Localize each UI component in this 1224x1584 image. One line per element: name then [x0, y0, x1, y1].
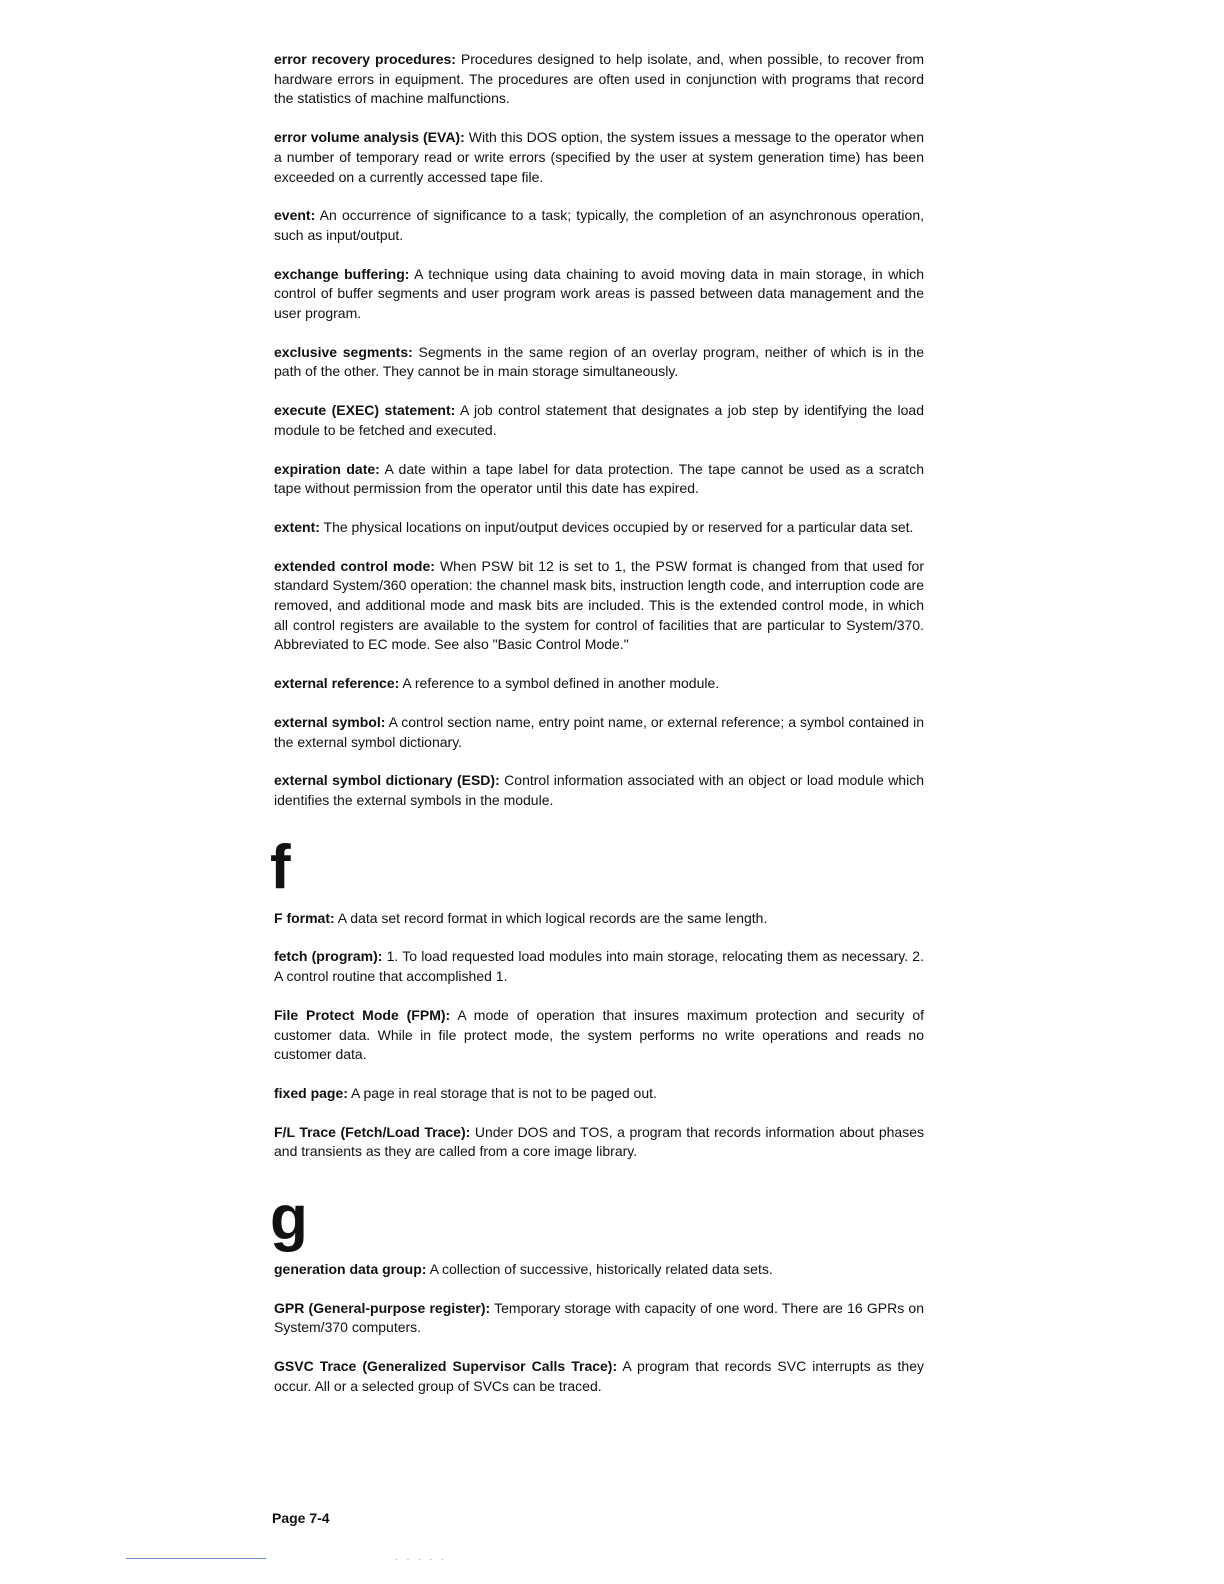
glossary-definition: Segments in the same region of an overlay program, neither of which is in the path of the other. They cannot be in main storage simultaneously. — [274, 343, 924, 380]
glossary-entry — [274, 713, 924, 752]
glossary-term: F/L Trace (Fetch/Load Trace): — [274, 1123, 471, 1140]
section-heading-g: g — [270, 1184, 308, 1254]
glossary-term: fixed page: — [274, 1084, 348, 1101]
glossary-entry — [274, 1357, 924, 1396]
glossary-entry — [274, 1006, 924, 1065]
glossary-definition: A collection of successive, historically related data sets. — [426, 1261, 773, 1278]
glossary-entry — [274, 909, 924, 929]
glossary-entry — [274, 401, 924, 440]
glossary-term: generation data group: — [274, 1261, 427, 1278]
glossary-page — [270, 50, 925, 1416]
glossary-entry — [274, 206, 924, 245]
glossary-definition: A technique using data chaining to avoid moving data in main storage, in which control of buffer segments and user program work areas is passed between data management and the user program. — [274, 265, 925, 322]
glossary-term: external symbol: — [274, 713, 386, 730]
section-heading-f: f — [270, 832, 291, 902]
glossary-definition: A mode of operation that insures maximum protection and security of customer data. While in file protect mode, the system performs no write operations and reads no customer data. — [274, 1006, 924, 1063]
glossary-entry — [274, 1260, 924, 1280]
glossary-term: execute (EXEC) statement: — [274, 402, 456, 419]
glossary-definition: Procedures designed to help isolate, and, when possible, to recover from hardware errors in equipment. The procedures are often used in conjunction with programs that record the statistics of machine malfunctions. — [274, 51, 924, 107]
glossary-entry — [274, 460, 924, 499]
glossary-definition: A date within a tape label for data protection. The tape cannot be used as a scratch tape without permission from the operator until this date has expired. — [274, 460, 924, 497]
glossary-term: external symbol dictionary (ESD): — [274, 772, 500, 789]
glossary-definition: Control information associated with an object or load module which identifies the external symbols in the module. — [274, 772, 924, 808]
page-number: Page 7-4 — [272, 1510, 330, 1526]
glossary-definition: An occurrence of significance to a task; typically, the completion of an asynchronous operation, such as input/output. — [274, 207, 924, 243]
glossary-term: File Protect Mode (FPM): — [274, 1006, 451, 1023]
glossary-term: GSVC Trace (Generalized Supervisor Calls Trace): — [274, 1358, 618, 1375]
scan-edge-marks: · · · · · — [395, 1554, 447, 1564]
glossary-entry — [274, 557, 924, 656]
glossary-entry — [274, 674, 924, 694]
glossary-definition: A job control statement that designates a job step by identifying the load module to be fetched and executed. — [274, 402, 925, 438]
glossary-entry — [274, 1084, 924, 1104]
glossary-definition: A data set record format in which logical records are the same length. — [334, 909, 768, 926]
glossary-term: F format: — [274, 909, 335, 926]
glossary-entry — [274, 128, 924, 187]
glossary-entry — [274, 265, 924, 324]
glossary-definition: A reference to a symbol defined in another module. — [399, 675, 720, 692]
glossary-definition: A control section name, entry point name, or external reference; a symbol contained in the external symbol dictionary. — [274, 713, 925, 750]
glossary-definition: Under DOS and TOS, a program that records information about phases and transients as they are called from a core image library. — [274, 1123, 924, 1160]
scan-edge-line — [126, 1558, 266, 1559]
glossary-term: error recovery procedures: — [274, 51, 456, 67]
glossary-entry — [274, 947, 924, 986]
glossary-term: event: — [274, 207, 316, 224]
glossary-definition: When PSW bit 12 is set to 1, the PSW format is changed from that used for standard System/360 operation: the channel mask bits, instruction length code, and interruption code are removed, and additional mode and mask bits are included. This is the extended control mode, in which all control registers are available to the system for control of facilities that are particular to System/370. Abbreviated to EC mode. See also "Basic Control Mode." — [274, 557, 925, 653]
glossary-entry — [274, 1123, 924, 1162]
glossary-term: exchange buffering: — [274, 265, 410, 282]
glossary-term: GPR (General-purpose register): — [274, 1299, 491, 1316]
glossary-entry — [274, 518, 924, 538]
glossary-term: error volume analysis (EVA): — [274, 129, 465, 146]
glossary-definition: With this DOS option, the system issues a message to the operator when a number of temporary read or write errors (specified by the user at system generation time) has been exceeded on a currently accessed tape file. — [274, 129, 924, 185]
glossary-term: exclusive segments: — [274, 343, 413, 360]
glossary-entry — [274, 771, 924, 810]
glossary-entry — [274, 50, 924, 109]
glossary-term: external reference: — [274, 675, 400, 692]
glossary-definition: A program that records SVC interrupts as they occur. All or a selected group of SVCs can be traced. — [274, 1358, 924, 1394]
glossary-definition: Temporary storage with capacity of one word. There are 16 GPRs on System/370 computers. — [274, 1299, 924, 1336]
glossary-definition: The physical locations on input/output devices occupied by or reserved for a particular data set. — [319, 518, 914, 535]
glossary-term: expiration date: — [274, 460, 380, 477]
glossary-definition: 1. To load requested load modules into main storage, relocating them as necessary. 2. A control routine that accomplished 1. — [274, 948, 924, 985]
glossary-term: extended control mode: — [274, 557, 435, 574]
glossary-entry — [274, 343, 924, 382]
glossary-term: extent: — [274, 518, 320, 535]
glossary-entry — [274, 1299, 924, 1338]
glossary-term: fetch (program): — [274, 948, 383, 965]
glossary-definition: A page in real storage that is not to be paged out. — [347, 1084, 657, 1101]
